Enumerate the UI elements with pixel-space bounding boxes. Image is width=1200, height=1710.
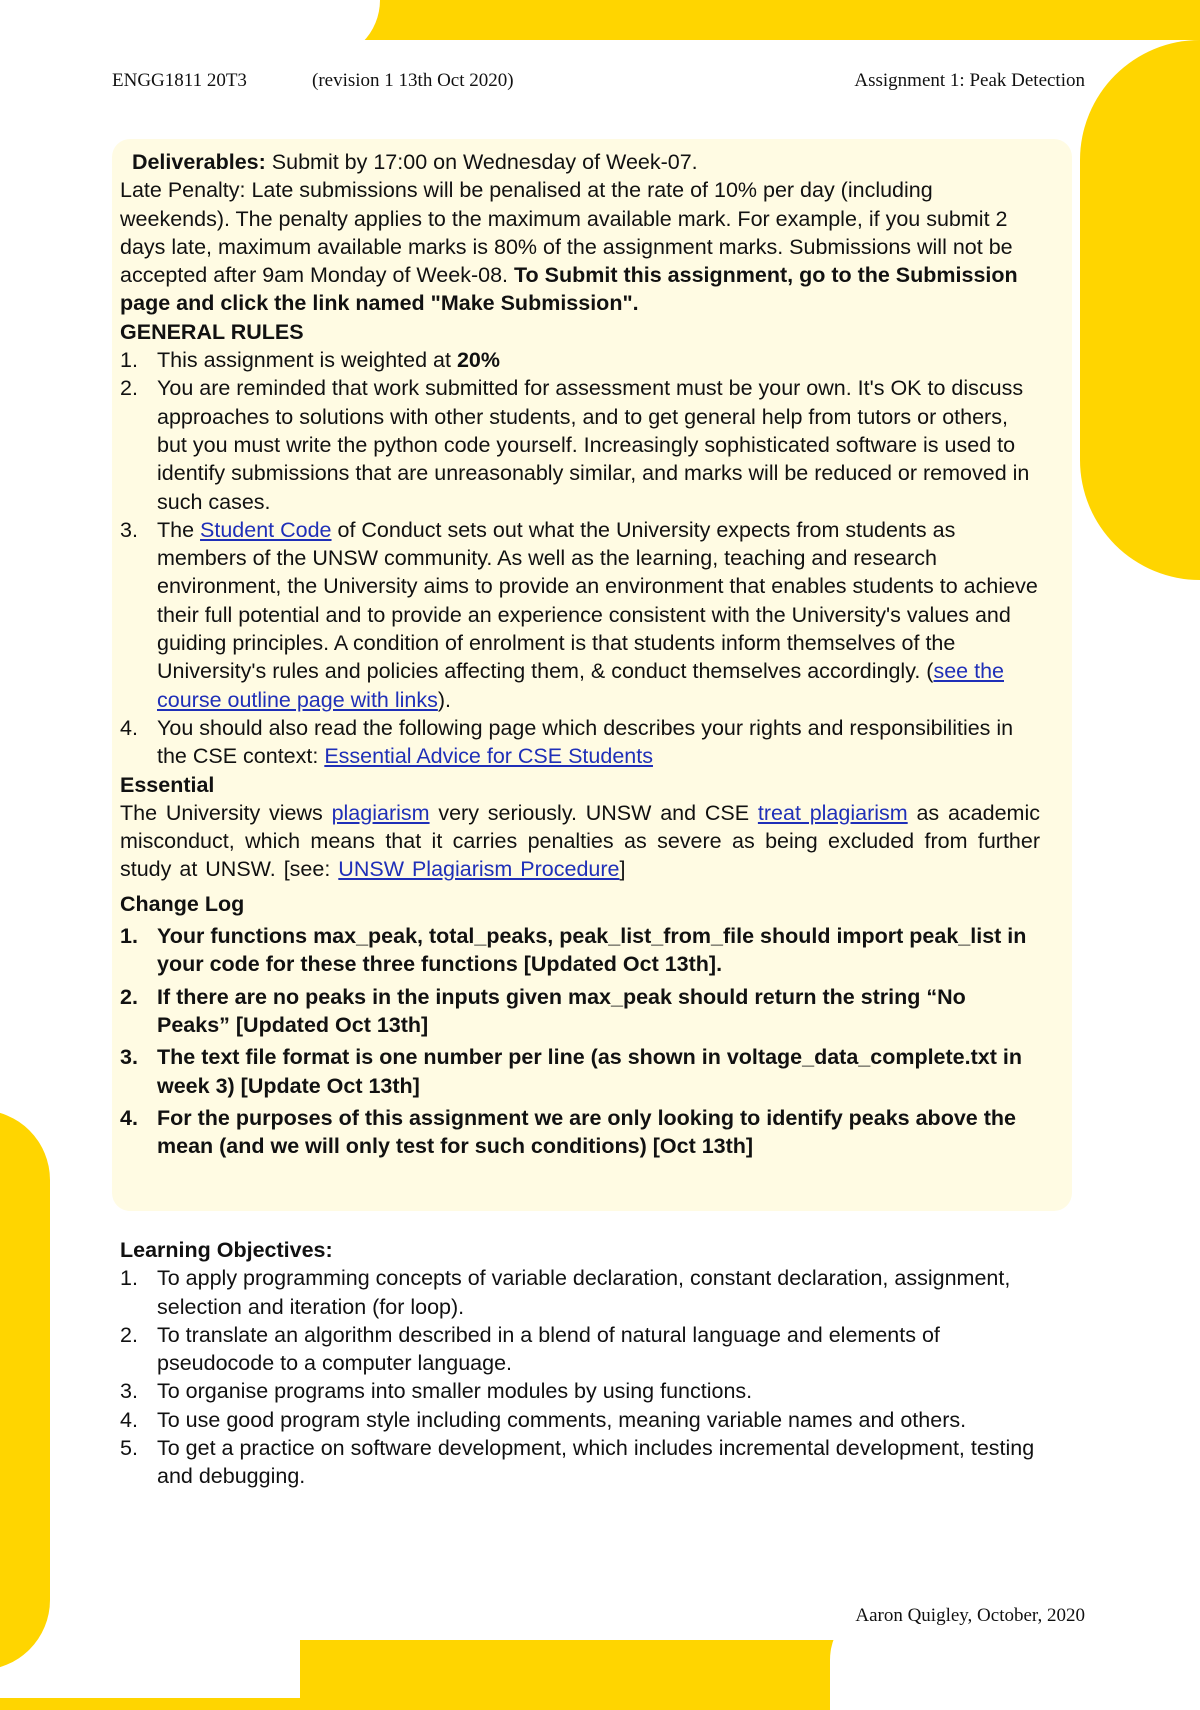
rule-text: ).	[437, 687, 451, 712]
change-log-item	[120, 983, 1040, 1040]
list-number: 2.	[120, 984, 138, 1009]
general-rules-heading: GENERAL RULES	[120, 319, 304, 344]
deliverables-text: Submit by 17:00 on Wednesday of Week-07.	[265, 150, 698, 174]
late-penalty	[120, 176, 1040, 317]
callout-content	[120, 148, 1040, 1164]
essential-text: The University views	[120, 800, 332, 825]
objective-item	[120, 1434, 1040, 1491]
rule-item	[120, 516, 1040, 714]
essential-text: very seriously. UNSW and CSE	[429, 800, 758, 825]
list-number: 3.	[120, 1045, 138, 1070]
essential-heading: Essential	[120, 772, 215, 797]
essential-paragraph	[120, 799, 1040, 884]
list-number: 2.	[120, 1322, 138, 1347]
decor-left-band	[0, 1110, 50, 1670]
objective-item	[120, 1321, 1040, 1378]
rule-text: You are reminded that work submitted for assessment must be your own. It's OK to discuss approaches to solutions with other students, and to get general help from tutors or others, but you must write the python code yourself. Increasingly sophisticated software is used to identify submissions that are unreasonably similar, and marks will be reduced or removed in such cases.	[157, 376, 1030, 514]
objective-item	[120, 1264, 1040, 1321]
objective-item	[120, 1406, 1040, 1434]
submit-instructions: To Submit this assignment, go to the Submission page and click the link named "Make Submission".	[120, 263, 1018, 316]
objective-text: To apply programming concepts of variable declaration, constant declaration, assignment, selection and iteration (for loop).	[157, 1266, 1011, 1319]
objective-text: To translate an algorithm described in a blend of natural language and elements of pseudocode to a computer language.	[157, 1322, 940, 1376]
learning-objectives-heading: Learning Objectives:	[120, 1238, 333, 1262]
rule-text: You should also read the following page which describes your rights and responsibilities in the CSE context:	[157, 715, 1014, 769]
list-number: 4.	[120, 715, 138, 740]
list-number: 1.	[120, 1266, 138, 1291]
student-code-link[interactable]: Student Code	[200, 517, 332, 542]
plagiarism-link[interactable]: plagiarism	[331, 800, 430, 825]
change-log-text: The text file format is one number per line (as shown in voltage_data_complete.txt in week 3) [Update Oct 13th]	[157, 1045, 1022, 1098]
deliverables-label: Deliverables:	[131, 150, 266, 174]
rule-text: of Conduct sets out what the University expects from students as members of the UNSW community. As well as the learning, teaching and research environment, the University aims to provide an environment that enables students to achieve their full potential and to provide an experience consistent with the University's values and guiding principles. A condition of enrolment is that students inform themselves of the University's rules and policies affecting them, & conduct themselves accordingly. (	[157, 517, 1038, 684]
essential-text: as academic misconduct, which means that it carries penalties as severe as being excluded from further study at UNSW. [see:	[120, 800, 1040, 882]
treat-plagiarism-link[interactable]: treat plagiarism	[757, 800, 908, 825]
document-title: Assignment 1: Peak Detection	[854, 70, 1085, 91]
change-log-text: For the purposes of this assignment we are only looking to identify peaks above the mean (and we will only test for such conditions) [Oct 13th]	[157, 1105, 1016, 1159]
objective-text: To organise programs into smaller modules by using functions.	[157, 1379, 753, 1404]
list-number: 4.	[120, 1407, 138, 1432]
list-number: 3.	[120, 517, 138, 542]
cse-advice-link[interactable]: Essential Advice for CSE Students	[324, 744, 653, 769]
objective-text: To use good program style including comments, meaning variable names and others.	[157, 1407, 967, 1432]
course-outline-link[interactable]: see the course outline page with links	[157, 659, 1004, 712]
list-number: 2.	[120, 376, 138, 401]
rule-item	[120, 374, 1040, 515]
list-number: 4.	[120, 1105, 138, 1130]
rule-text: This assignment is weighted at	[157, 348, 457, 373]
course-code: ENGG1811 20T3	[112, 70, 247, 91]
list-number: 5.	[120, 1436, 138, 1461]
general-rules-list	[120, 346, 1040, 770]
learning-objectives	[120, 1236, 1040, 1491]
change-log-item	[120, 1043, 1040, 1100]
page-footer-author: Aaron Quigley, October, 2020	[855, 1605, 1085, 1626]
rule-text: The	[157, 517, 201, 542]
rule-weight: 20%	[456, 348, 500, 373]
change-log-list	[120, 922, 1040, 1160]
change-log-item	[120, 1104, 1040, 1161]
rule-item	[120, 346, 1040, 374]
change-log-text: If there are no peaks in the inputs given max_peak should return the string “No Peaks” [Updated Oct 13th]	[157, 984, 966, 1037]
change-log-text: Your functions max_peak, total_peaks, peak_list_from_file should import peak_list in your code for these three functions [Updated Oct 13th].	[157, 924, 1027, 977]
learning-objectives-list	[120, 1264, 1040, 1490]
late-penalty-text: Late Penalty: Late submissions will be penalised at the rate of 10% per day (including weekends). The penalty applies to the maximum available mark. For example, if you submit 2 days late, maximum available marks is 80% of the assignment marks. Submissions will not be accepted after 9am Monday of Week-08.	[120, 178, 1013, 288]
plagiarism-procedure-link[interactable]: UNSW Plagiarism Procedure	[338, 857, 620, 882]
change-log-item	[120, 922, 1040, 979]
list-number: 1.	[120, 348, 138, 373]
essential-text: ]	[619, 857, 626, 882]
deliverables	[120, 148, 1040, 176]
revision-note: (revision 1 13th Oct 2020)	[312, 70, 514, 91]
objective-item	[120, 1377, 1040, 1405]
change-log-heading: Change Log	[120, 891, 245, 916]
list-number: 3.	[120, 1379, 138, 1404]
list-number: 1.	[120, 924, 138, 949]
rule-item	[120, 714, 1040, 771]
decor-top-left	[0, 0, 380, 60]
objective-text: To get a practice on software development, which includes incremental development, testing and debugging.	[157, 1436, 1035, 1489]
decor-right-band	[1080, 40, 1200, 580]
